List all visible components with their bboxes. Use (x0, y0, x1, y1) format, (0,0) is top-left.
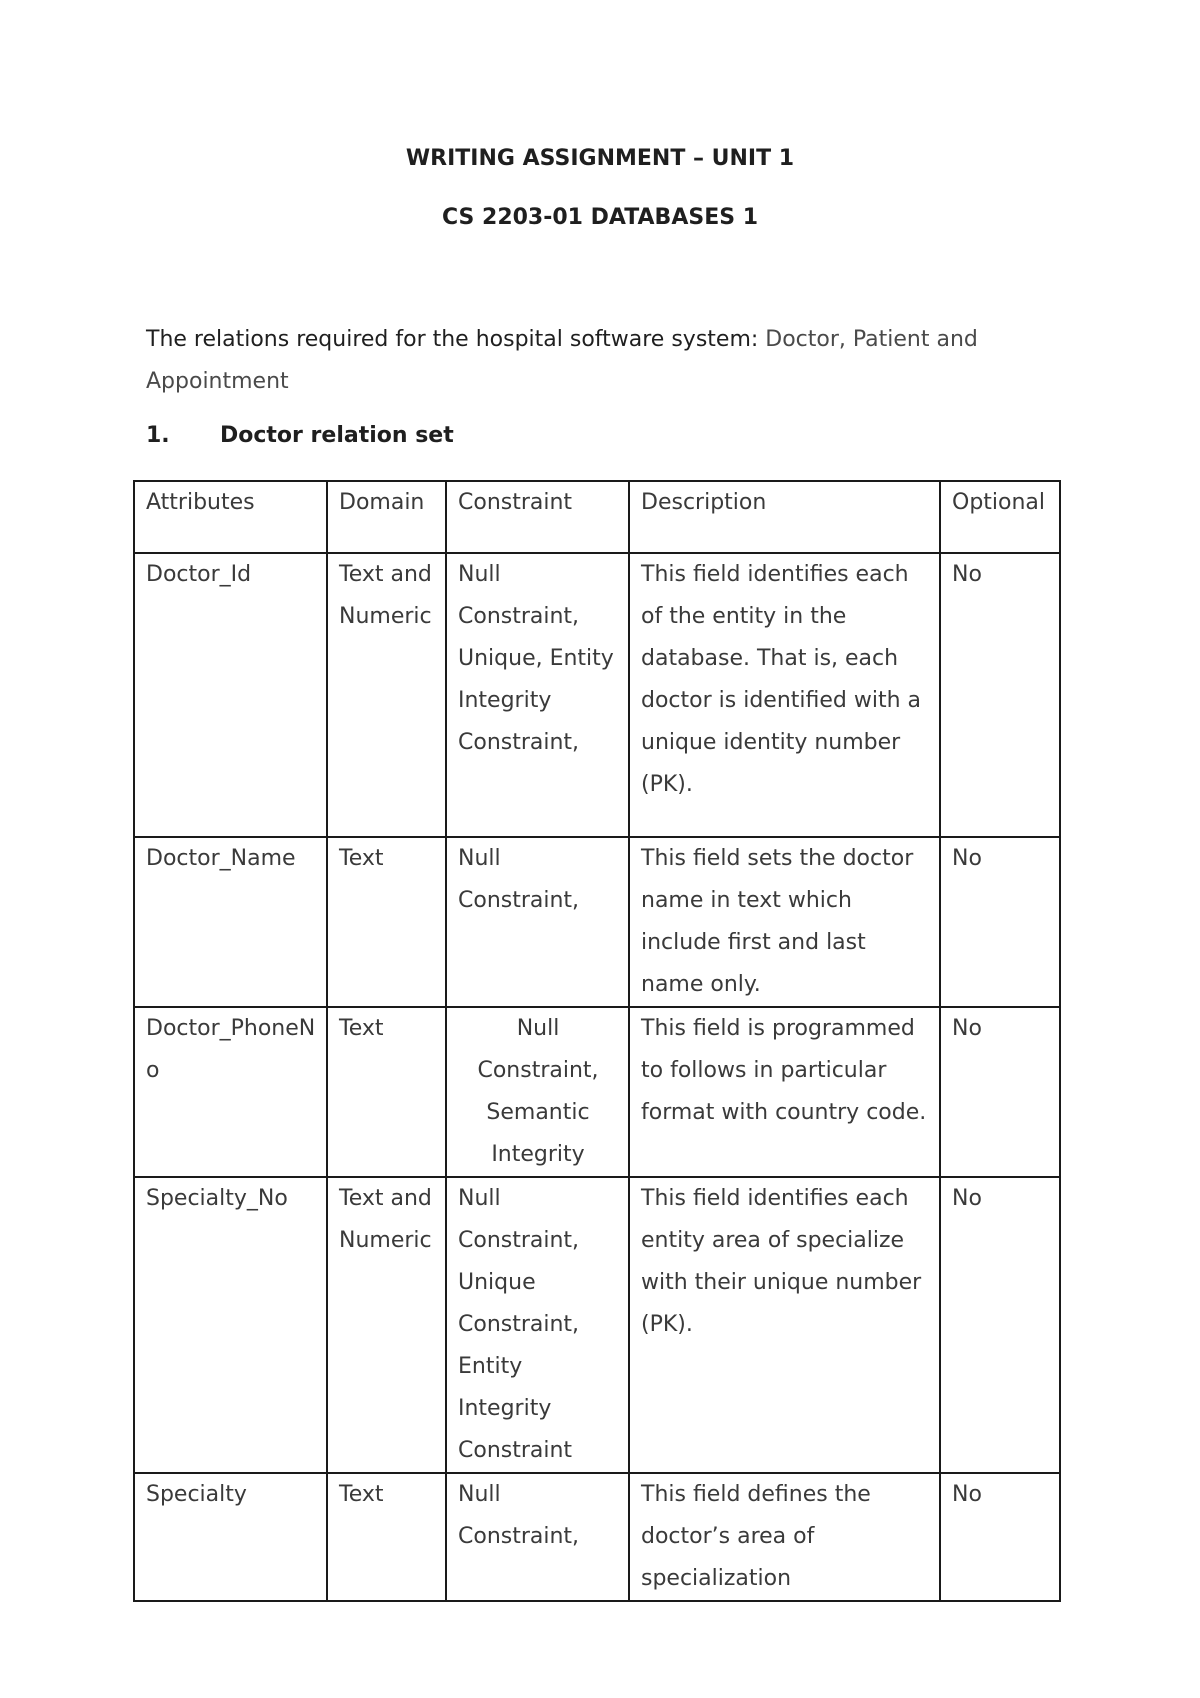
cell-attribute: Specialty_No (134, 1177, 327, 1473)
cell-description: This field identifies each of the entity in the database. That is, each doctor is identified with a unique identity number (PK). (629, 553, 940, 837)
header-cell-description: Description (629, 481, 940, 553)
cell-domain: Text (327, 1473, 446, 1601)
document-title: WRITING ASSIGNMENT – UNIT 1 (405, 146, 795, 171)
cell-description: This field identifies each entity area of specialize with their unique number (PK). (629, 1177, 940, 1473)
section-heading (146, 422, 454, 450)
cell-description: This field is programmed to follows in particular format with country code. (629, 1007, 940, 1177)
table-row (134, 1177, 1060, 1473)
cell-attribute: Doctor_PhoneNo (134, 1007, 327, 1177)
cell-constraint: Null Constraint, Unique Constraint, Entity Integrity Constraint (446, 1177, 629, 1473)
cell-optional: No (940, 837, 1060, 1007)
cell-attribute: Doctor_Name (134, 837, 327, 1007)
section-number: 1. (146, 423, 170, 448)
intro-text: The relations required for the hospital software system: (146, 327, 766, 352)
table-row (134, 837, 1060, 1007)
header-cell-attributes: Attributes (134, 481, 327, 553)
cell-description: This field sets the doctor name in text which include first and last name only. (629, 837, 940, 1007)
table-row (134, 553, 1060, 837)
intro-relations: Doctor, Patient and Appointment (146, 327, 978, 394)
cell-attribute: Doctor_Id (134, 553, 327, 837)
cell-domain: Text and Numeric (327, 1177, 446, 1473)
cell-optional: No (940, 1007, 1060, 1177)
doctor-relation-table (133, 480, 1061, 1602)
cell-optional: No (940, 1177, 1060, 1473)
cell-optional: No (940, 553, 1060, 837)
cell-domain: Text (327, 1007, 446, 1177)
section-title: Doctor relation set (220, 423, 454, 448)
cell-constraint: Null Constraint, Semantic Integrity (446, 1007, 629, 1177)
header-cell-domain: Domain (327, 481, 446, 553)
cell-domain: Text (327, 837, 446, 1007)
cell-description: This field defines the doctor’s area of specialization (629, 1473, 940, 1601)
cell-constraint: Null Constraint, (446, 1473, 629, 1601)
cell-optional: No (940, 1473, 1060, 1601)
header-cell-optional: Optional (940, 481, 1060, 553)
table-row (134, 1473, 1060, 1601)
cell-domain: Text and Numeric (327, 553, 446, 837)
cell-constraint: Null Constraint, Unique, Entity Integrity Constraint, (446, 553, 629, 837)
course-title: CS 2203-01 DATABASES 1 (441, 205, 759, 230)
header-cell-constraint: Constraint (446, 481, 629, 553)
intro-paragraph (146, 319, 1066, 403)
cell-attribute: Specialty (134, 1473, 327, 1601)
table-header-row (134, 481, 1060, 553)
cell-constraint: Null Constraint, (446, 837, 629, 1007)
table-row (134, 1007, 1060, 1177)
